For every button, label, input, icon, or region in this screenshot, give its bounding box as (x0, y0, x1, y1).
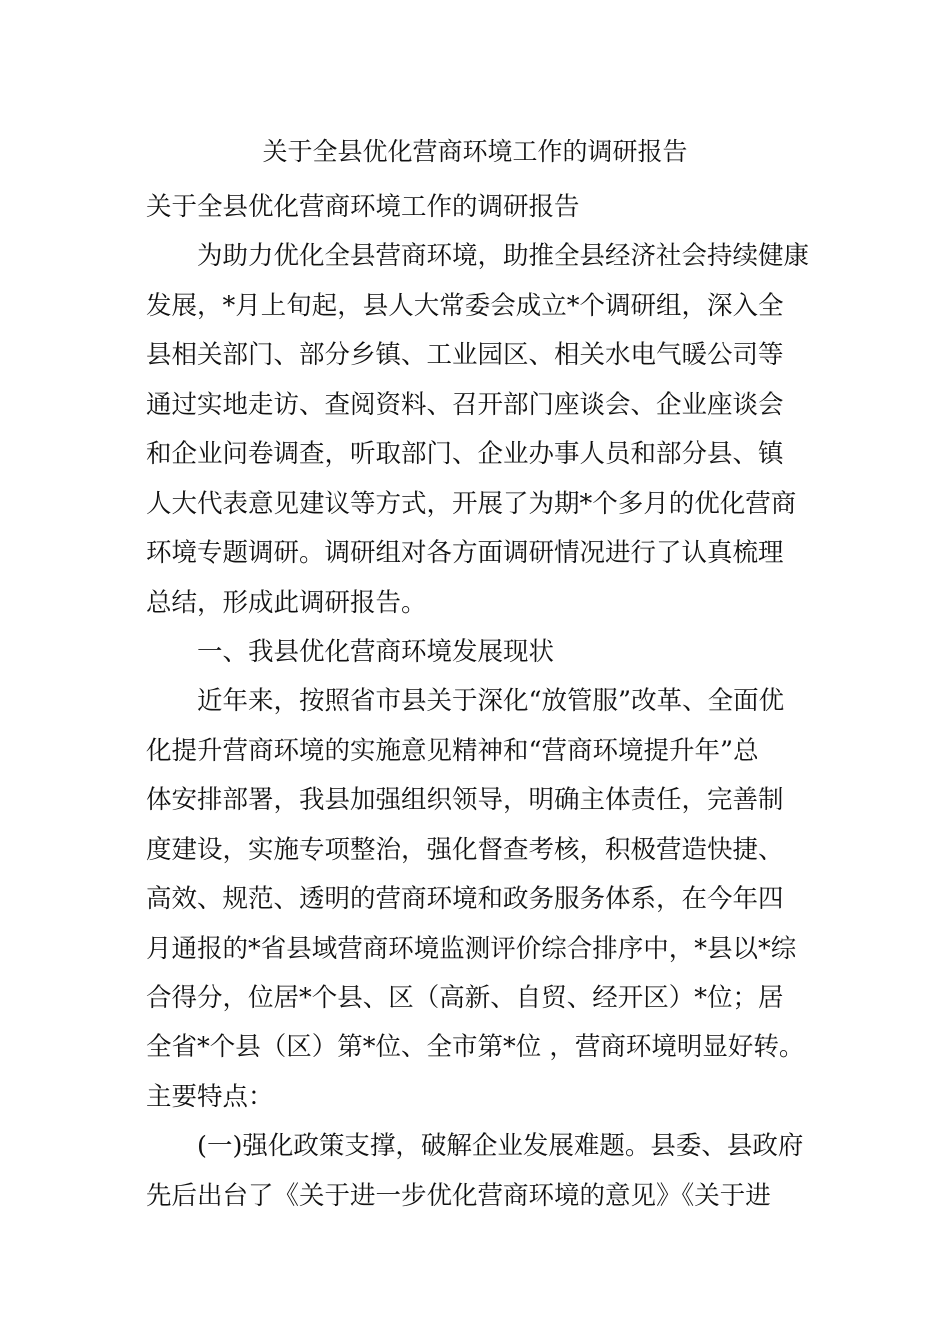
paragraph-line: 环境专题调研。调研组对各方面调研情况进行了认真梳理 (146, 538, 784, 569)
section-heading: 一、我县优化营商环境发展现状 (146, 636, 555, 667)
paragraph-line: 总结，形成此调研报告。 (146, 587, 427, 618)
paragraph-line: 度建设，实施专项整治，强化督查考核，积极营造快捷、 (146, 834, 784, 865)
paragraph-line: 人大代表意见建议等方式，开展了为期*个多月的优化营商 (146, 488, 797, 519)
document-title: 关于全县优化营商环境工作的调研报告 (262, 137, 688, 166)
document-body (146, 183, 818, 1221)
paragraph-line: 近年来，按照省市县关于深化“放管服”改革、全面优 (146, 686, 785, 717)
paragraph-line: 通过实地走访、查阅资料、召开部门座谈会、企业座谈会 (146, 389, 784, 420)
subsection-heading-line: (一)强化政策支撑，破解企业发展难题。县委、县政府 (146, 1131, 804, 1162)
paragraph-line: 为助力优化全县营商环境，助推全县经济社会持续健康 (146, 241, 810, 272)
paragraph-line: 县相关部门、部分乡镇、工业园区、相关水电气暖公司等 (146, 340, 784, 371)
paragraph-line: 化提升营商环境的实施意见精神和“营商环境提升年”总 (146, 735, 759, 766)
paragraph-line: 月通报的*省县域营商环境监测评价综合排序中，*县以*综 (146, 933, 797, 964)
paragraph-line: 体安排部署，我县加强组织领导，明确主体责任，完善制 (146, 785, 784, 816)
document-subtitle: 关于全县优化营商环境工作的调研报告 (146, 192, 580, 222)
paragraph-line: 合得分，位居*个县、区（高新、自贸、经开区）*位；居 (146, 983, 784, 1013)
paragraph-line: 全省*个县（区）第*位、全市第*位 ，营商环境明显好转。 (146, 1032, 805, 1063)
paragraph-line: 主要特点： (146, 1081, 274, 1112)
paragraph-line: 高效、规范、透明的营商环境和政务服务体系，在今年四 (146, 884, 784, 915)
paragraph-line: 和企业问卷调查，听取部门、企业办事人员和部分县、镇 (146, 439, 784, 470)
paragraph-line: 发展，*月上旬起，县人大常委会成立*个调研组，深入全 (146, 290, 784, 321)
paragraph-line: 先后出台了《关于进一步优化营商环境的意见》《关于进 (146, 1180, 771, 1211)
